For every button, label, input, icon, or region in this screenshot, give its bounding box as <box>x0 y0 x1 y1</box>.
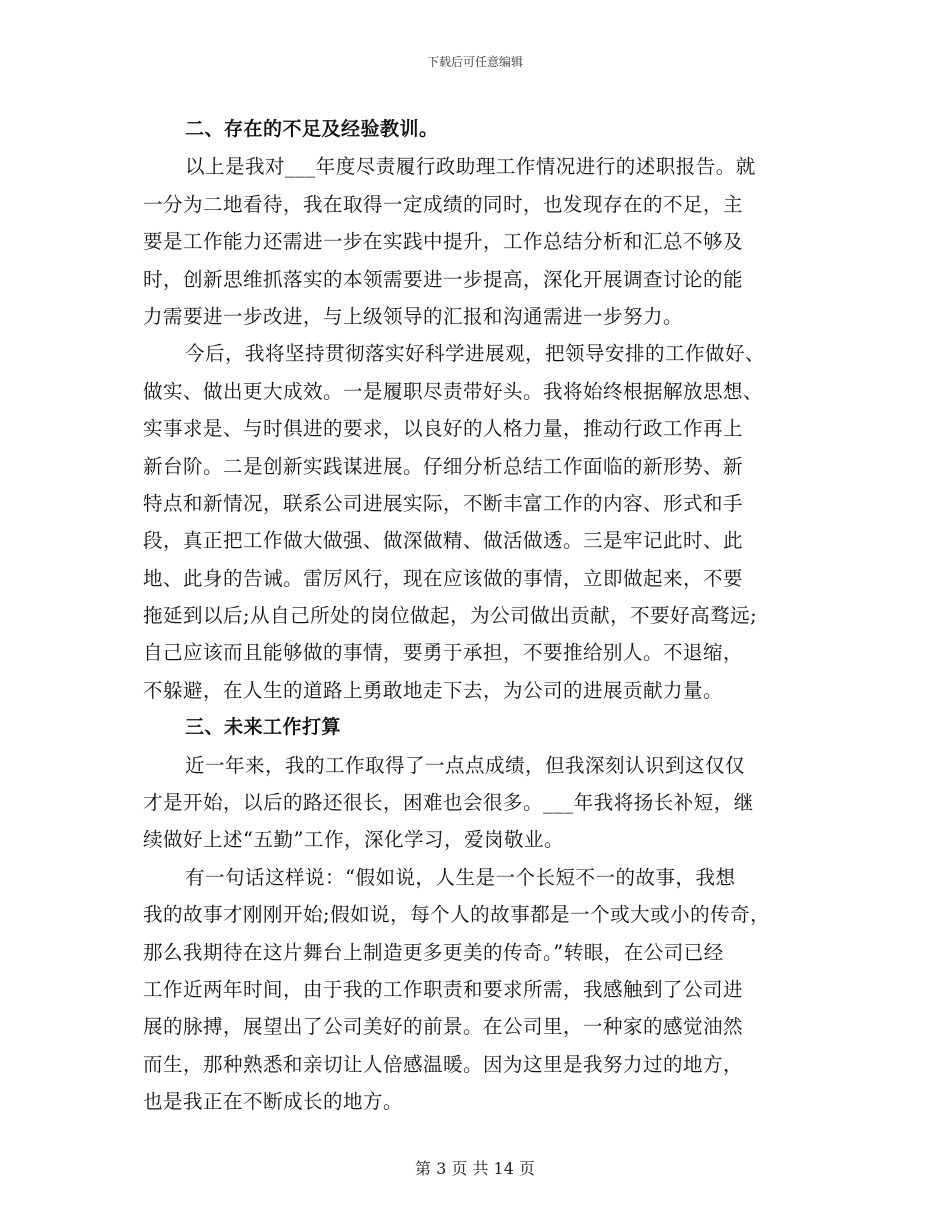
paragraph-line: 工作近两年时间，由于我的工作职责和要求所需，我感触到了公司进 <box>143 977 744 1001</box>
paragraph-line: 一分为二地看待，我在取得一定成绩的同时，也发现存在的不足，主 <box>143 192 744 216</box>
paragraph-line: 有一句话这样说：“假如说，人生是一个长短不一的故事，我想 <box>185 865 736 889</box>
paragraph-line: 不躲避，在人生的道路上勇敢地走下去，为公司的进展贡献力量。 <box>143 678 724 702</box>
paragraph-line: 以上是我对___年度尽责履行政助理工作情况进行的述职报告。就 <box>185 155 756 179</box>
paragraph-line: 段，真正把工作做大做强、做深做精、做活做透。三是牢记此时、此 <box>143 529 744 553</box>
page-number-footer: 第 3 页 共 14 页 <box>415 1159 535 1178</box>
paragraph-line: 今后，我将坚持贯彻落实好科学进展观，把领导安排的工作做好、 <box>185 342 766 366</box>
paragraph-line: 自己应该而且能够做的事情，要勇于承担，不要推给别人。不退缩， <box>143 641 744 665</box>
section-heading: 二、存在的不足及经验教训。 <box>185 118 439 140</box>
paragraph-line: 而生，那种熟悉和亲切让人倍感温暖。因为这里是我努力过的地方， <box>143 1052 744 1076</box>
paragraph-line: 特点和新情况，联系公司进展实际，不断丰富工作的内容、形式和手 <box>143 491 744 515</box>
paragraph-line: 续做好上述“五勤”工作，深化学习，爱岗敬业。 <box>143 828 564 852</box>
section-heading: 三、未来工作打算 <box>185 716 342 739</box>
paragraph-line: 拖延到以后;从自己所处的岗位做起，为公司做出贡献，不要好高骛远; <box>143 604 758 628</box>
paragraph-line: 展的脉搏，展望出了公司美好的前景。在公司里，一种家的感觉油然 <box>143 1015 744 1039</box>
paragraph-line: 力需要进一步改进，与上级领导的汇报和沟通需进一步努力。 <box>143 304 684 328</box>
paragraph-line: 近一年来，我的工作取得了一点点成绩，但我深刻认识到这仅仅 <box>185 753 746 777</box>
paragraph-line: 那么我期待在这片舞台上制造更多更美的传奇。”转眼，在公司已经 <box>143 940 724 964</box>
paragraph-line: 要是工作能力还需进一步在实践中提升，工作总结分析和汇总不够及 <box>143 230 744 254</box>
paragraph-line: 也是我正在不断成长的地方。 <box>143 1090 404 1114</box>
paragraph-line: 我的故事才刚刚开始;假如说，每个人的故事都是一个或大或小的传奇， <box>143 903 771 927</box>
paragraph-line: 实事求是、与时俱进的要求，以良好的人格力量，推动行政工作再上 <box>143 417 744 441</box>
paragraph-line: 新台阶。二是创新实践谋进展。仔细分析总结工作面临的新形势、新 <box>143 454 744 478</box>
header-note: 下载后可任意编辑 <box>426 55 523 69</box>
document-body <box>143 111 815 1121</box>
paragraph-line: 时，创新思维抓落实的本领需要进一步提高，深化开展调查讨论的能 <box>143 267 744 291</box>
paragraph-line: 地、此身的告诫。雷厉风行，现在应该做的事情，立即做起来，不要 <box>143 566 744 590</box>
paragraph-line: 做实、做出更大成效。一是履职尽责带好头。我将始终根据解放思想、 <box>143 379 764 403</box>
paragraph-line: 才是开始，以后的路还很长，困难也会很多。___年我将扬长补短，继 <box>143 791 754 815</box>
